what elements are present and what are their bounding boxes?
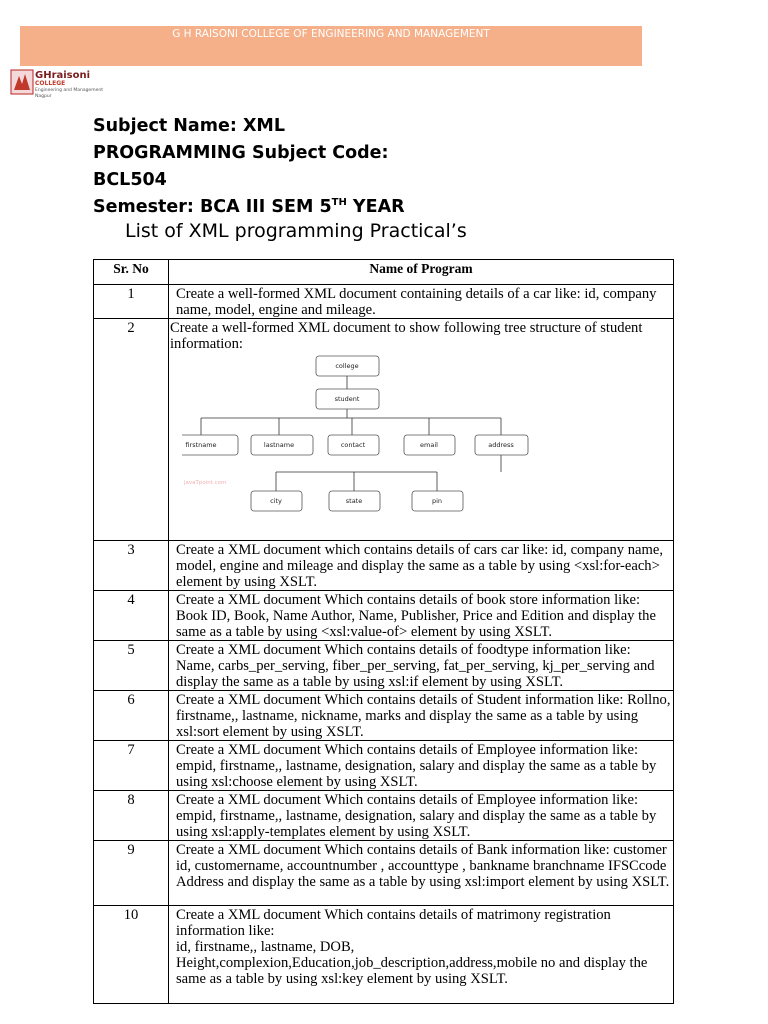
table-row	[94, 319, 674, 541]
sr-no-cell: 2	[94, 319, 169, 541]
semester-year: YEAR	[346, 197, 405, 217]
program-cell	[169, 319, 674, 541]
table-row	[94, 541, 674, 591]
table-row	[94, 641, 674, 691]
logo-brand-line1: GHraisoni	[35, 70, 91, 81]
semester-text: Semester: BCA III SEM 5	[93, 197, 332, 217]
program-cell: Create a XML document Which contains details of book store information like: Book ID, Book, Name Author, Name, Publisher, Price and Edition and display the same as a table by using <xsl:value-of> element by using XSLT.	[169, 591, 674, 641]
practicals-subtitle: List of XML programming Practical’s	[125, 220, 467, 242]
sr-no-cell: 3	[94, 541, 169, 591]
subject-name-line: Subject Name: XML	[93, 116, 285, 136]
table-row	[94, 691, 674, 741]
sr-no-cell: 5	[94, 641, 169, 691]
tree-label-city: city	[270, 497, 282, 505]
subject-code-line: PROGRAMMING Subject Code:	[93, 143, 389, 163]
table-row	[94, 791, 674, 841]
program-cell: Create a XML document Which contains details of Employee information like: empid, firstname,, lastname, designation, salary and display the same as a table by using xsl:choose element by using XSLT.	[169, 741, 674, 791]
sr-no-cell: 10	[94, 906, 169, 1004]
program-text: Create a well-formed XML document to show following tree structure of student information:	[170, 320, 643, 352]
practicals-table	[93, 259, 674, 1004]
col-header-program-name: Name of Program	[169, 260, 674, 285]
logo-brand-sub: Engineering and Management	[35, 88, 103, 93]
tree-label-contact: contact	[340, 441, 366, 449]
college-banner	[20, 26, 642, 66]
tree-label-firstname: firstname	[185, 441, 217, 449]
sr-no-cell: 8	[94, 791, 169, 841]
table-row	[94, 741, 674, 791]
college-logo	[9, 66, 119, 104]
tree-label-address: address	[488, 441, 514, 449]
table-row	[94, 591, 674, 641]
tree-label-lastname: lastname	[263, 441, 295, 449]
subject-code-value: BCL504	[93, 170, 167, 190]
program-cell: Create a XML document Which contains details of Student information like: Rollno, firstname,, lastname, nickname, marks and display the same as a table by using xsl:sort element by using XSLT.	[169, 691, 674, 741]
sr-no-cell: 4	[94, 591, 169, 641]
program-cell: Create a XML document Which contains details of foodtype information like: Name, carbs_per_serving, fiber_per_serving, fat_per_serving, kj_per_serving and display the same as a table by using xsl:if element by using XSLT.	[169, 641, 674, 691]
table-row	[94, 841, 674, 906]
program-cell: Create a XML document Which contains details of matrimony registration information like: id, firstname,, lastname, DOB, Height,complexion,Education,job_description,address,mobile no and display the same as a table by using xsl:key element by using XSLT.	[169, 906, 674, 1004]
semester-superscript: TH	[331, 197, 347, 209]
program-cell: Create a XML document Which contains details of Employee information like: empid, firstname,, lastname, designation, salary and display the same as a table by using xsl:apply-templates element by using XSLT.	[169, 791, 674, 841]
logo-brand-city: Nagpur	[35, 94, 52, 99]
program-cell: Create a XML document Which contains details of Bank information like: customer id, customername, accountnumber , accounttype , bankname branchname IFSCcode Address and display the same as a table by using xsl:import element by using XSLT.	[169, 841, 674, 906]
tree-label-student: student	[334, 395, 360, 403]
student-tree-diagram	[182, 355, 542, 525]
table-row	[94, 906, 674, 1004]
tree-watermark: javaTpoint.com	[184, 480, 227, 486]
sr-no-cell: 6	[94, 691, 169, 741]
tree-label-email: email	[420, 441, 438, 449]
program-cell: Create a XML document which contains details of cars car like: id, company name, model, engine and mileage and display the same as a table by using <xsl:for-each> element by using XSLT.	[169, 541, 674, 591]
tree-label-college: college	[335, 362, 359, 370]
college-banner-text: G H RAISONI COLLEGE OF ENGINEERING AND MANAGEMENT	[172, 28, 490, 40]
tree-label-state: state	[345, 497, 363, 505]
sr-no-cell: 1	[94, 285, 169, 319]
logo-brand-line2: COLLEGE	[35, 80, 66, 87]
col-header-sr-no: Sr. No	[94, 260, 169, 285]
table-row	[94, 285, 674, 319]
table-header-row	[94, 260, 674, 285]
logo-emblem	[11, 70, 33, 94]
program-cell: Create a well-formed XML document containing details of a car like: id, company name, model, engine and mileage.	[169, 285, 674, 319]
semester-line	[93, 194, 405, 221]
sr-no-cell: 9	[94, 841, 169, 906]
sr-no-cell: 7	[94, 741, 169, 791]
tree-label-pin: pin	[431, 497, 443, 505]
